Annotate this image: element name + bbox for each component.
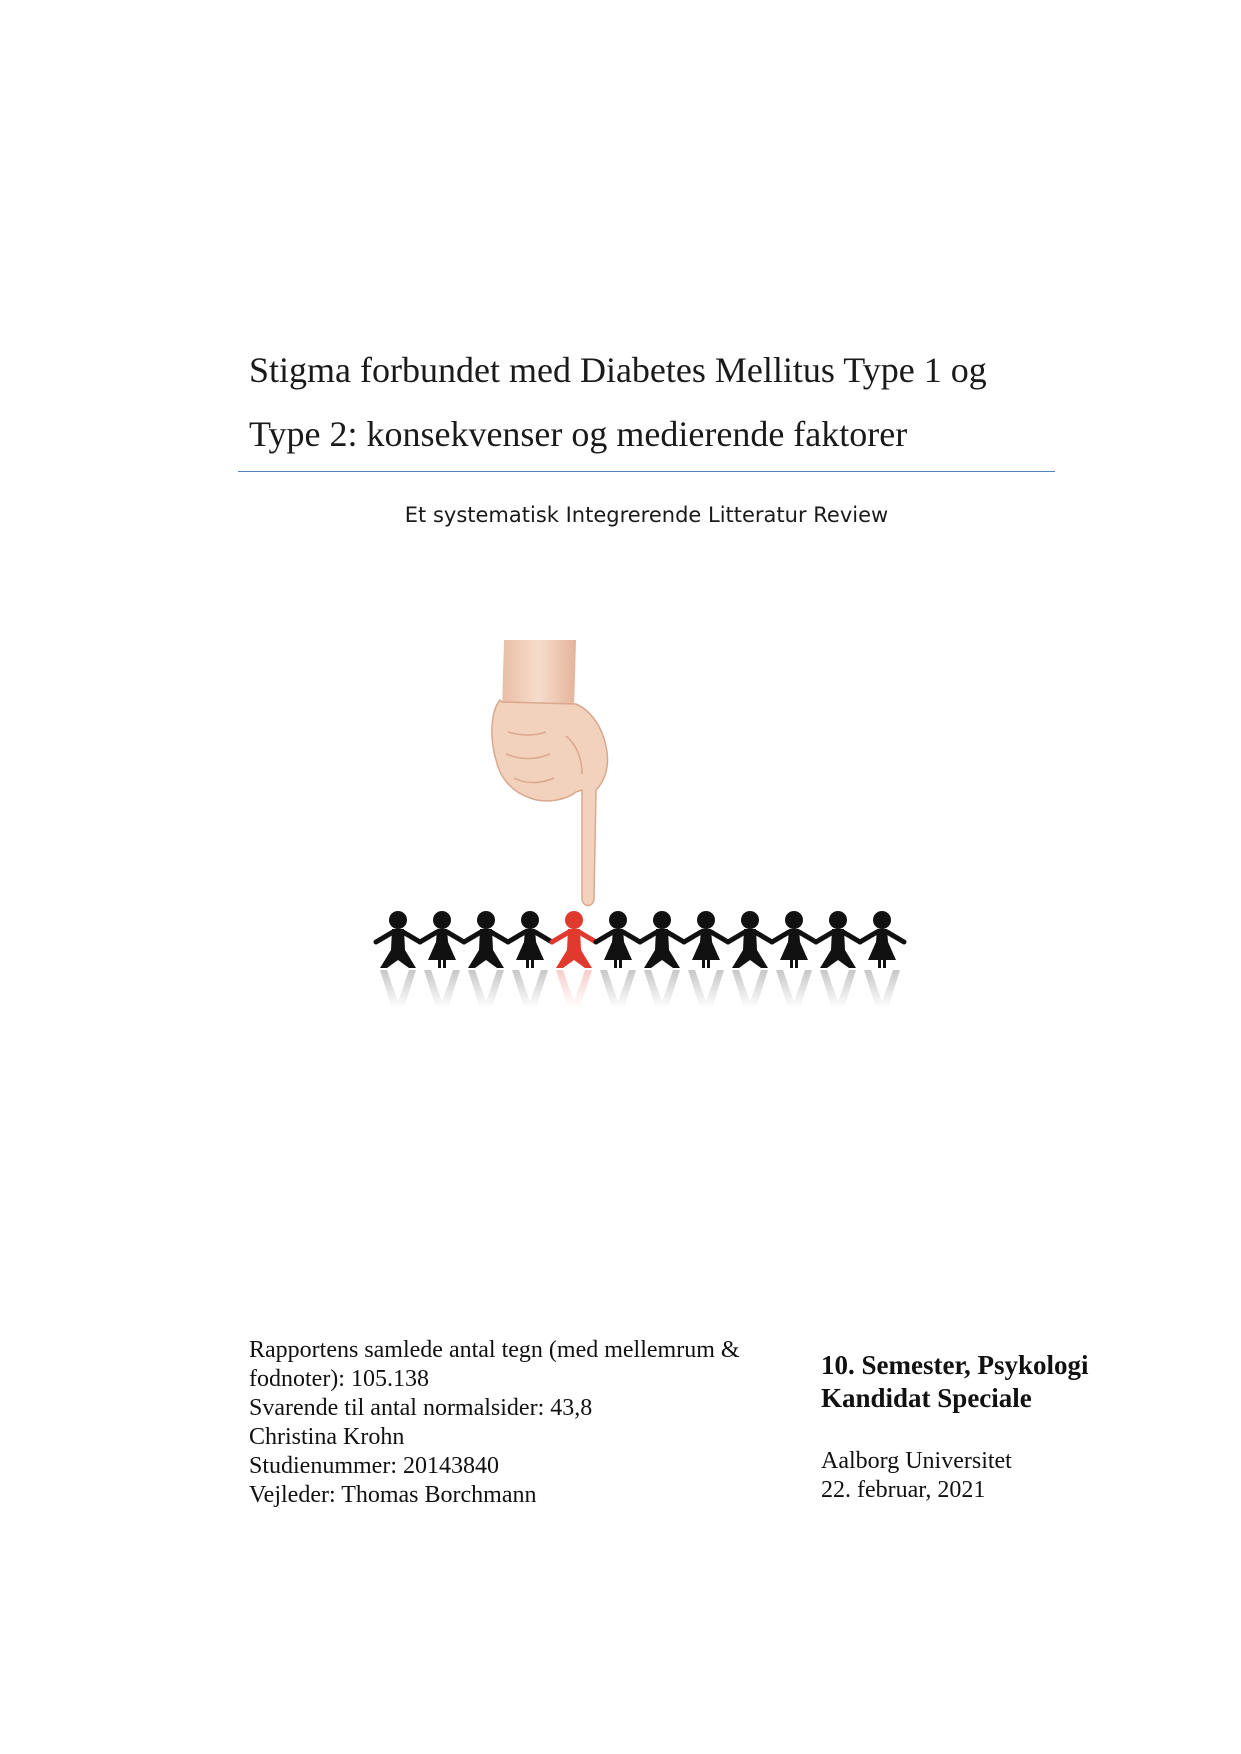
paper-figure bbox=[860, 911, 904, 1008]
thesis-type: Kandidat Speciale bbox=[821, 1383, 1032, 1413]
paper-figure bbox=[772, 911, 816, 1008]
title-line-1: Stigma forbundet med Diabetes Mellitus Type 1 og bbox=[249, 350, 987, 390]
paper-figure bbox=[508, 911, 552, 1008]
supervisor: Vejleder: Thomas Borchmann bbox=[249, 1482, 537, 1508]
cover-illustration bbox=[370, 640, 920, 1060]
pointing-hand-icon bbox=[492, 640, 608, 906]
semester-label: 10. Semester, Psykologi bbox=[821, 1350, 1089, 1380]
author-name: Christina Krohn bbox=[249, 1424, 405, 1450]
paper-figure bbox=[596, 911, 640, 1008]
document-subtitle: Et systematisk Integrerende Litteratur Review bbox=[404, 503, 889, 527]
document-title bbox=[249, 338, 1069, 466]
university-name: Aalborg Universitet bbox=[821, 1448, 1012, 1474]
document-date: 22. februar, 2021 bbox=[821, 1477, 986, 1503]
paper-figure bbox=[640, 911, 684, 1008]
paper-figure bbox=[816, 911, 860, 1008]
student-number: Studienummer: 20143840 bbox=[249, 1453, 499, 1479]
report-info-block bbox=[249, 1336, 789, 1510]
paper-figure bbox=[420, 911, 464, 1008]
highlighted-figure bbox=[552, 911, 596, 1008]
character-count-line-1: Rapportens samlede antal tegn (med mellemrum & bbox=[249, 1337, 740, 1363]
paper-figure bbox=[684, 911, 728, 1008]
paper-figure bbox=[728, 911, 772, 1008]
paper-figure bbox=[376, 911, 420, 1008]
title-divider bbox=[238, 471, 1055, 472]
paper-people-chain bbox=[376, 911, 904, 1008]
character-count-line-2: fodnoter): 105.138 bbox=[249, 1366, 429, 1392]
title-line-2: Type 2: konsekvenser og medierende faktorer bbox=[249, 414, 908, 454]
normal-pages-line: Svarende til antal normalsider: 43,8 bbox=[249, 1395, 593, 1421]
paper-figure bbox=[464, 911, 508, 1008]
program-info-block bbox=[821, 1349, 1201, 1505]
